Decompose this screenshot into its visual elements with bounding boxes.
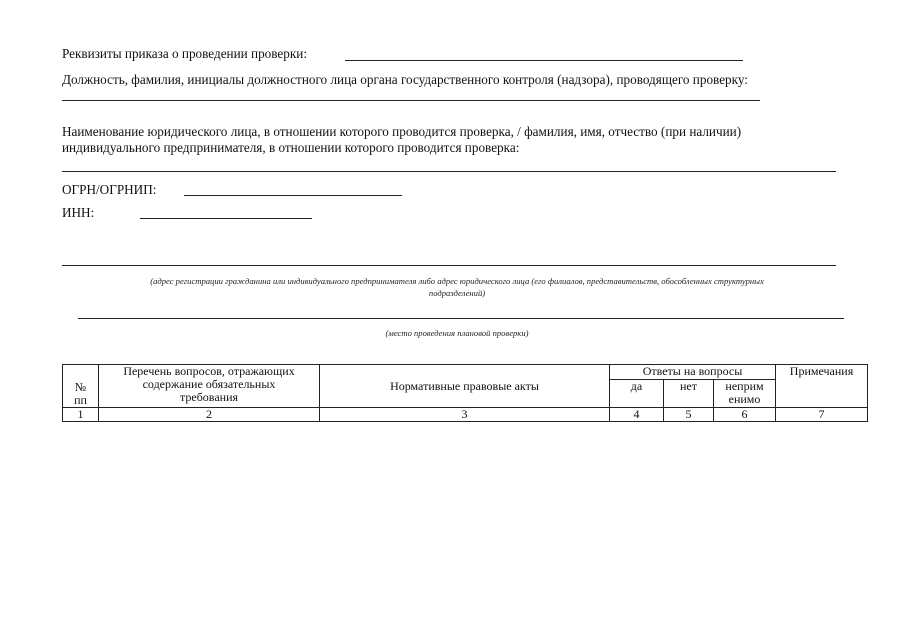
inn-line[interactable] [140, 218, 312, 219]
order-details-label: Реквизиты приказа о проведении проверки: [62, 46, 307, 61]
address-caption-line1: (адрес регистрации гражданина или индивидуального предпринимателя либо адрес юридического лица (его филиалов, представительств, обособленных структурных [150, 276, 764, 286]
col-no-header: нет [664, 380, 714, 408]
address-line[interactable] [62, 265, 836, 266]
column-number-7: 7 [776, 408, 868, 422]
entity-label-line1: Наименование юридического лица, в отношении которого проводится проверка, / фамилия, имя, отчество (при наличии) [62, 124, 742, 139]
col-notes-header: Примечания [776, 365, 868, 408]
checklist-table [62, 364, 868, 422]
col-na-label-1: неприм [725, 379, 764, 393]
entity-line[interactable] [62, 171, 836, 172]
column-numbers-row [63, 408, 868, 422]
place-line[interactable] [78, 318, 844, 319]
col-questions-label-1: Перечень вопросов, отражающих [123, 364, 295, 378]
column-number-2: 2 [99, 408, 320, 422]
official-label: Должность, фамилия, инициалы должностного лица органа государственного контроля (надзора), проводящего проверку: [62, 72, 748, 87]
col-acts-header: Нормативные правовые акты [320, 365, 610, 408]
order-details-line[interactable] [345, 60, 743, 61]
column-number-6: 6 [714, 408, 776, 422]
column-number-3: 3 [320, 408, 610, 422]
col-na-label-2: енимо [728, 392, 761, 406]
ogrn-label: ОГРН/ОГРНИП: [62, 182, 157, 197]
col-num-label-2: пп [74, 393, 87, 407]
place-caption: (место проведения плановой проверки) [385, 328, 529, 338]
col-questions-label-3: требования [179, 390, 239, 404]
col-num-header [63, 365, 99, 408]
column-number-5: 5 [664, 408, 714, 422]
col-questions-header [99, 365, 320, 408]
col-num-label: № [74, 380, 87, 394]
col-na-header [714, 380, 776, 408]
ogrn-line[interactable] [184, 195, 402, 196]
col-yes-header: да [610, 380, 664, 408]
address-caption-line2: подразделений) [428, 288, 486, 298]
column-number-1: 1 [63, 408, 99, 422]
entity-label-line2: индивидуального предпринимателя, в отношении которого проводится проверка: [62, 140, 520, 155]
col-answers-header: Ответы на вопросы [610, 365, 776, 380]
inn-label: ИНН: [62, 205, 95, 220]
official-line[interactable] [62, 100, 760, 101]
column-number-4: 4 [610, 408, 664, 422]
col-questions-label-2: содержание обязательных [142, 377, 276, 391]
